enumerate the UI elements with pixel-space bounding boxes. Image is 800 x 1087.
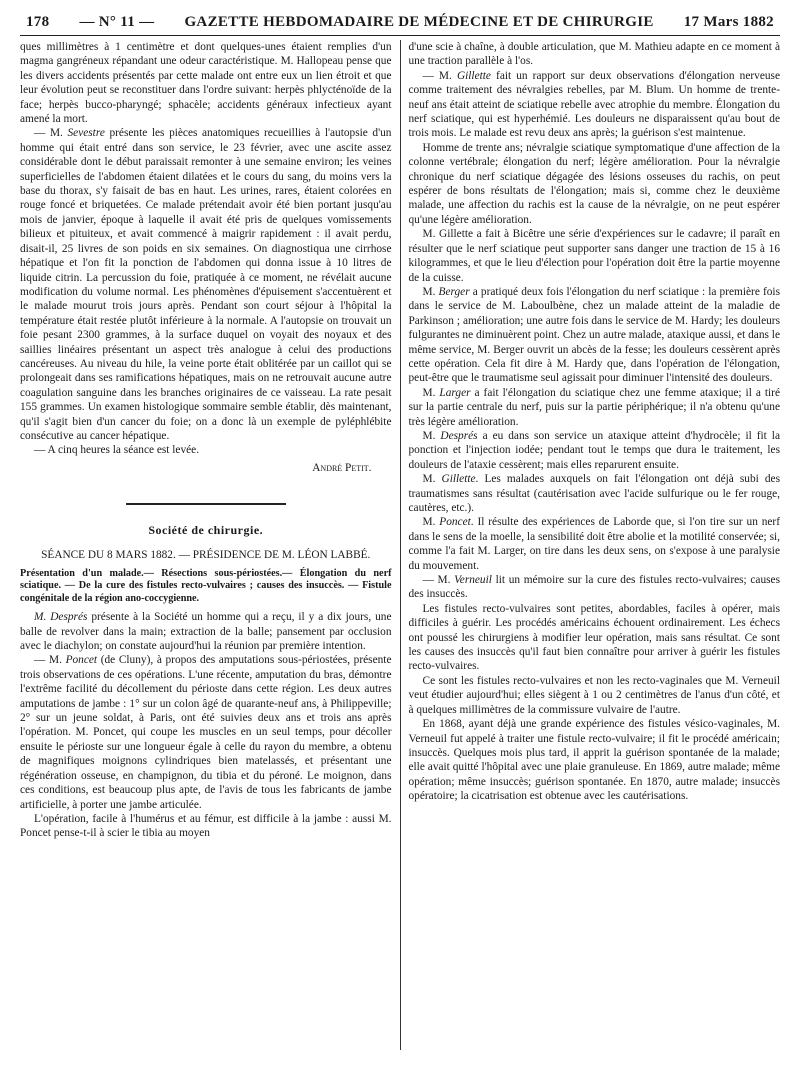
paragraph-text: présente à la Société un homme qui a reçu, il y a dix jours, une balle de revolver dans la main; extraction de la balle; pansement par occlusion avec le diachylon; on constate aujourd'hui la réunion par première intention. (20, 611, 392, 653)
journal-page (20, 8, 780, 1078)
author-name: Larger (439, 386, 471, 399)
prefix: M. (422, 285, 439, 298)
paragraph: En 1868, ayant déjà une grande expérience des fistules vésico-vaginales, M. Verneuil fut appelé à traiter une fistule recto-vulvaire; il fit le procédé américain; insuccès. Quelques mois plus tard, il apprit la guérison spontanée de la malade; elle avait quitté l'hôpital avec une plaie granuleuse. En 1869, autre malade; même opération; même insuccès; guérison spontanée. En 1870, autre malade; insuccès opératoire; la cicatrisation est obtenue avec les cautérisations. (408, 718, 780, 803)
paragraph: M. Gillette a fait à Bicêtre une série d'expériences sur le cadavre; il paraît en résulter que le nerf sciatique peut supporter sans danger une traction de 15 à 16 kilogrammes, et que le lieu d'élection pour l'opération doit être la partie moyenne de la cuisse. (408, 228, 780, 284)
prefix: M. (422, 516, 440, 529)
issue-date: 17 Mars 1882 (683, 14, 774, 30)
paragraph-text: fait un rapport sur deux observations d'élongation nerveuse comme traitement des névralgies rebelles, par M. Blum. Un homme de trente-neuf ans était atteint de sciatique rebelle avec atrophie du membre. Élongation du nerf sciatique, qui est hyperhémié. Les douleurs ne disparaissent qu'au bout de trois mois. Le malade est revu deux ans après; la guérison s'est maintenue. (408, 69, 780, 140)
running-head (20, 8, 780, 33)
paragraph-gillette (409, 69, 781, 141)
right-column (401, 40, 781, 1050)
page-number: 178 (26, 14, 50, 30)
paragraph-despres (409, 429, 781, 472)
paragraph-text: a fait l'élongation du sciatique chez une femme ataxique; il a tiré sur la partie centrale du nerf, puis sur la partie périphérique; il n'a obtenu qu'une très légère amélioration. (408, 386, 780, 428)
dash: — M. (422, 69, 457, 82)
paragraph: Homme de trente ans; névralgie sciatique symptomatique d'une affection de la colonne vertébrale; élongation du nerf; légère amélioration. Pour la névralgie chronique du nerf sciatique dégagée des lésions osseuses du rachis, on peut espérer de bons résultats de l'élongation; mais si, comme chez le deuxième malade, une affection du rachis est la cause de la névralgie, on ne peut espérer qu'une légère amélioration. (408, 141, 780, 226)
paragraph-sevestre (20, 126, 392, 443)
paragraph-gillette-2 (409, 472, 781, 515)
paragraph-larger (409, 386, 781, 429)
author-name: Verneuil (454, 574, 492, 587)
paragraph-text: a pratiqué deux fois l'élongation du nerf sciatique : la première fois dans le service de M. Laboulbène, chez un malade atteint de la maladie de Parkinson ; amélioration; une autre fois dans le service de M. Hardy; les douleurs fulgurantes ne diminuèrent point. Chez un autre malade, ataxique aussi, et dans le même service, M. Berger ouvrit un abcès de la fesse; les douleurs cessèrent après cette opération. Cela fit dire à M. Hardy que, dans l'opération de l'élongation, peut-être que le traumatisme seul agissait pour diminuer l'intensité des douleurs. (408, 285, 780, 385)
paragraph-verneuil (409, 573, 781, 602)
author-name: Poncet (439, 516, 471, 529)
closing-line: — A cinq heures la séance est levée. (34, 444, 200, 457)
author-name: Gillette (456, 69, 491, 82)
author-name: M. Després (34, 611, 88, 624)
dash: — M. (422, 574, 455, 587)
two-column-body (20, 40, 780, 1050)
paragraph: ques millimètres à 1 centimètre et dont quelques-unes étaient remplies d'un magma gangréneux répandant une odeur caractéristique. M. Hallopeau pense que les divers accidents présentés par cette malade ont entre eux un lien étroit et que leur évolution peut se reconstituer dans l'ordre suivant: herpès phlycténoïde de la face; herpès bucco-pharyngé; sphacèle; accidents généraux infectieux ayant amené la mort. (20, 41, 392, 126)
paragraph: L'opération, facile à l'humérus et au fémur, est difficile à la jambe : aussi M. Poncet pense-t-il à scier le tibia au moyen (20, 812, 392, 840)
dash: — M. (34, 654, 66, 667)
paragraph-text: . Il résulte des expériences de Laborde que, si l'on tire sur un nerf dans le sens de la moelle, la sensibilité doit être abolie et la motilité conservée; si, comme l'a fait M. Larger, on tire dans les deux sens, on s'expose à une paralysie du mouvement. (408, 516, 780, 572)
author-name: Sevestre (67, 127, 105, 140)
paragraph-text: . Les malades auxquels on fait l'élongation ont déjà subi des traumatismes sans résultat (cautérisation avec l'acide sulfurique ou le fer rouge, cautères, etc.). (408, 473, 780, 514)
journal-title: GAZETTE HEBDOMADAIRE DE MÉDECINE ET DE CHIRURGIE (184, 14, 654, 30)
paragraph-text: a eu dans son service un ataxique atteint d'hydrocèle; il fit la ponction et l'injection iodée; pendant tout le temps que dura le traitement, les douleurs de l'ataxie cessèrent; mais elles reparurent ensuite. (408, 429, 780, 471)
author-name: Berger (438, 285, 470, 298)
author-name: Poncet (65, 654, 98, 667)
seance-line: SÉANCE DU 8 MARS 1882. — PRÉSIDENCE DE M. LÉON LABBÉ. (41, 548, 371, 561)
section-separator (126, 503, 286, 505)
paragraph-berger (409, 285, 781, 386)
paragraph-despres (20, 610, 392, 653)
left-column (20, 40, 400, 1050)
paragraph: d'une scie à chaîne, à double articulation, que M. Mathieu adapte en ce moment à une traction parallèle à l'os. (408, 41, 780, 68)
paragraph-poncet (20, 653, 392, 811)
paragraph-text: lit un mémoire sur la cure des fistules recto-vulvaires; causes des insuccès. (408, 574, 780, 601)
signature: André Petit. (312, 461, 372, 474)
author-name: Després (440, 429, 478, 442)
author-name: Gillette (441, 473, 476, 486)
paragraph: Les fistules recto-vulvaires sont petites, abordables, faciles à opérer, mais difficiles à guérir. Les procédés américains échouent ordinairement. Les échecs ont poussé les chirurgiens à modifier leur opération, mais sans résultat. Ce sont les causes des insuccès qu'il faut bien connaître pour arriver à guérir les fistules recto-vulvaires. (408, 602, 780, 673)
dash: — M. (34, 127, 68, 140)
society-title: Société de chirurgie. (148, 523, 264, 538)
paragraph-text: (de Cluny), à propos des amputations sous-périostées, présente trois observations de ces opérations. L'une récente, amputation du bras, démontre l'extrême facilité du décollement du périoste dans cette région. Les deux autres amputations de jambe : 1° sur un colon âgé de quarante-neuf ans, à Philippeville; 2° sur un jeune soldat, à Paris, ont été suivies deux ans et trois ans après l'opération. M. Poncet, qui coupe les muscles en un seul temps, pour décoller ensuite le périoste sur une longueur égale à celle du rayon du membre, a obtenu de magnifiques moignons cylindriques bien matelassés, et présentant une régénération osseuse, en champignon, du tibia et du péroné. Le moignon, dans ces conditions, est beaucoup plus apte, de l'avis de tous les fabricants de jambe artificielle, à porter une jambe articulée. (20, 654, 392, 811)
prefix: M. (422, 386, 440, 399)
issue-number: — N° 11 — (79, 14, 155, 30)
paragraph-text: présente les pièces anatomiques recueillies à l'autopsie d'un homme qui était entré dans son service, le 23 février, avec une ascite assez considérable dont le début paraissait remonter à une semaine environ; les veines superficielles de l'abdomen étaient dilatées et le cours du sang, du moins vers la base du thorax, s'y faisait de bas en haut. Les urines, rares, étaient colorées en rouge foncé et briquetées. Ce malade prétendait avoir été bien portant jusqu'au mois de janvier, époque à laquelle il avait été pris de quelques vomissements bilieux et pituiteux, et avait commencé à maigrir rapidement : il avait perdu, disait-il, 25 livres de son poids en six semaines. On diagnostiqua une cirrhose hépatique et l'on fit la ponction de l'abdomen qui donna issue à 10 litres de liquide citrin. La percussion du foie, pratiquée à ce moment, ne révélait aucune modification du volume normal. Les phénomènes d'épuisement s'accentuèrent et le malade mourut trois jours après. Pendant son court séjour à l'hôpital la température était restée plutôt inférieure à la normale. A l'autopsie on trouvait un foie pesant 2300 grammes, à la surface duquel on voyait des noyaux et des saillies linéaires présentant un aspect très analogue à celui des productions cancéreuses. Au niveau du hile, la veine porte était oblitérée par un caillot qui se prolongeait dans ses ramifications hépatiques, mais on ne retrouvait aucune autre coagulation sanguine dans les branches originaires de ce vaisseau. La rate pesait 155 grammes. Un examen histologique sommaire semble établir, dès maintenant, qu'il s'agit bien d'un cancer du foie; on a donc là un exemple de pyléphlébite consécutive au cancer hépatique. (20, 127, 392, 442)
header-rule (20, 35, 780, 36)
session-summary: Présentation d'un malade.— Résections sous-périostées.— Élongation du nerf sciatique. — De la cure des fistules recto-vulvaires ; causes des insuccès. — Fistule congénitale de la région ano-coccygienne. (20, 568, 392, 604)
paragraph: Ce sont les fistules recto-vulvaires et non les recto-vaginales que M. Verneuil veut étudier aujourd'hui; elles siègent à 1 ou 2 centimètres de l'anus d'un côté, et à quelques millimètres de la commissure vulvaire de l'autre. (408, 674, 780, 716)
paragraph-poncet-2 (409, 515, 781, 573)
prefix: M. (422, 473, 442, 486)
prefix: M. (422, 429, 441, 442)
